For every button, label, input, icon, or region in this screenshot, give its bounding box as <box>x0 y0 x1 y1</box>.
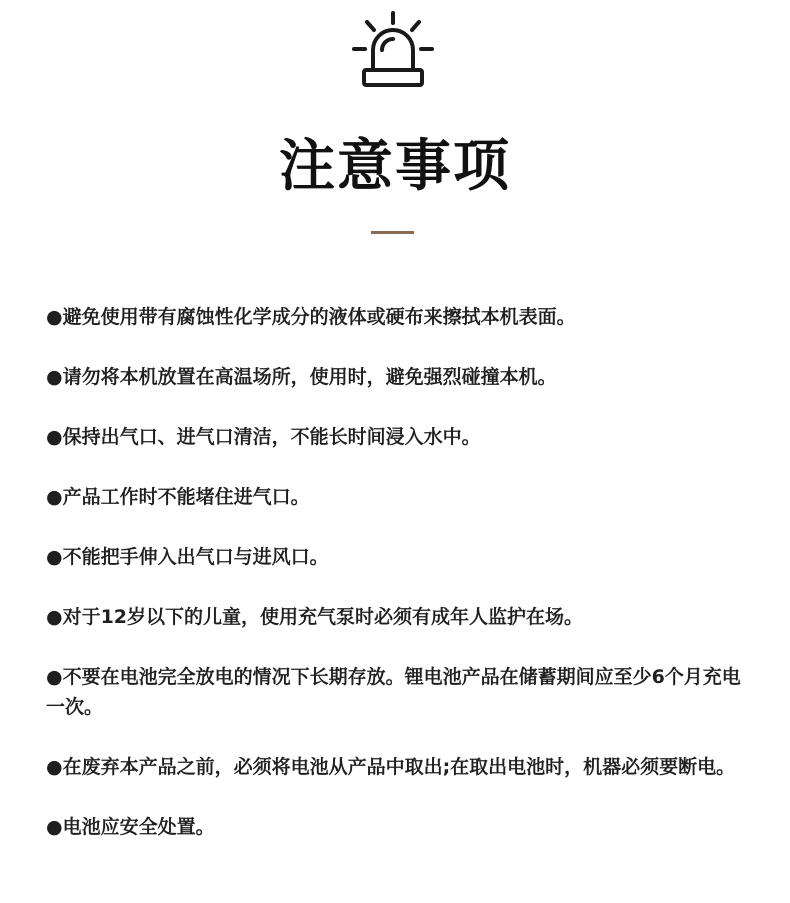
note-item: ●保持出气口、进气口清洁，不能长时间浸入水中。 <box>46 426 481 448</box>
note-item: ●避免使用带有腐蚀性化学成分的液体或硬布来擦拭本机表面。 <box>46 306 576 328</box>
note-item: ●不能把手伸入出气口与进风口。 <box>46 546 329 568</box>
note-item: ●电池应安全处置。 <box>46 816 215 838</box>
note-item: ●请勿将本机放置在高温场所，使用时，避免强烈碰撞本机。 <box>46 366 557 388</box>
note-item: ●对于12岁以下的儿童，使用充气泵时必须有成年人监护在场。 <box>46 606 584 628</box>
precautions-list <box>46 302 754 842</box>
alarm-light-icon <box>350 10 436 90</box>
note-item: ●不要在电池完全放电的情况下长期存放。锂电池产品在储蓄期间应至少6个月充电一次。 <box>46 666 741 718</box>
title-divider <box>371 231 414 234</box>
page-title: 注意事项 <box>279 134 511 199</box>
note-item: ●在废弃本产品之前，必须将电池从产品中取出;在取出电池时，机器必须要断电。 <box>46 756 736 778</box>
note-item: ●产品工作时不能堵住进气口。 <box>46 486 310 508</box>
